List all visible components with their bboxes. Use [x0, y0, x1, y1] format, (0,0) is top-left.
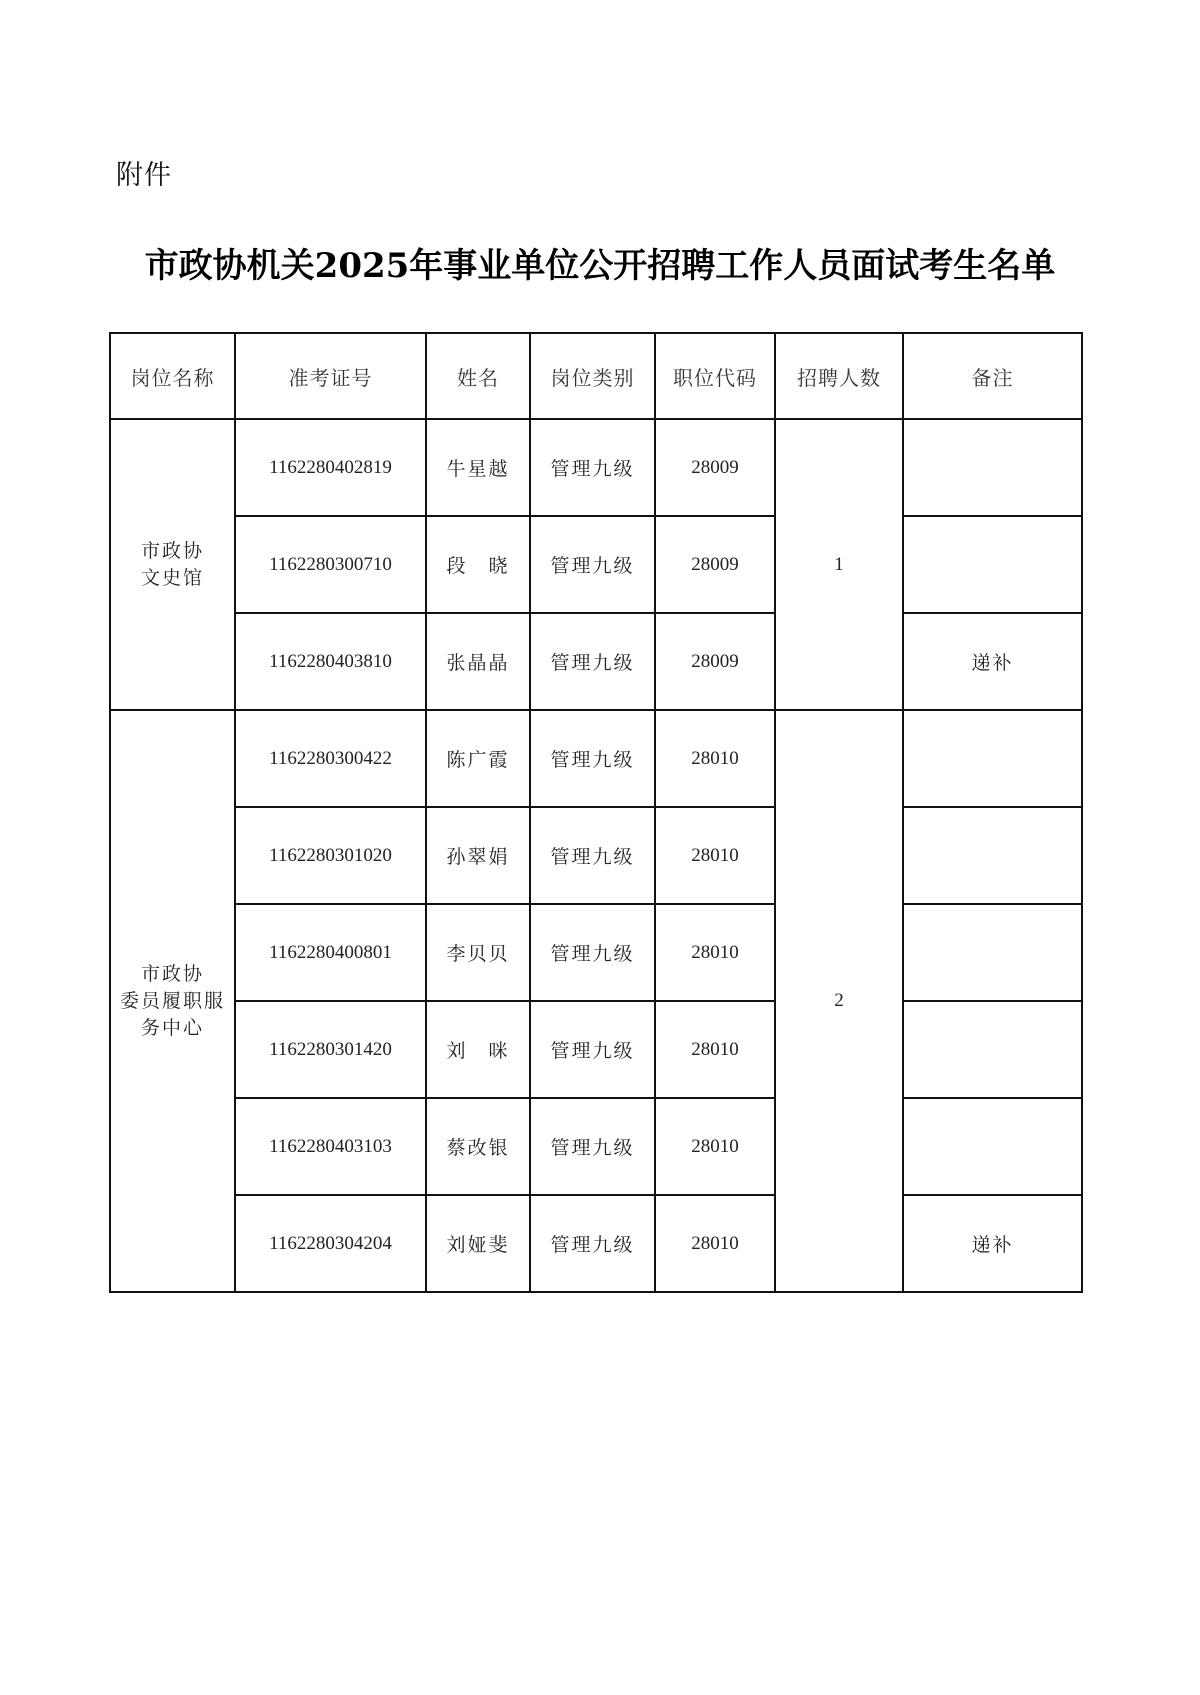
table-row — [110, 1195, 1082, 1292]
name-cell: 蔡改银 — [426, 1098, 530, 1195]
code-cell: 28010 — [655, 1001, 775, 1098]
unit-line: 市政协 — [140, 962, 204, 985]
name-cell: 孙翠娟 — [426, 807, 530, 904]
category-cell: 管理九级 — [530, 1001, 655, 1098]
unit-line: 市政协 — [140, 539, 204, 562]
category-cell: 管理九级 — [530, 807, 655, 904]
name-cell: 段 晓 — [426, 516, 530, 613]
table-header-row — [110, 333, 1082, 419]
table-row — [110, 710, 1082, 807]
name-cell: 刘 咪 — [426, 1001, 530, 1098]
exam-id-cell: 1162280301020 — [235, 807, 426, 904]
table-row — [110, 1001, 1082, 1098]
exam-id-cell: 1162280304204 — [235, 1195, 426, 1292]
category-cell: 管理九级 — [530, 516, 655, 613]
name-cell: 刘娅斐 — [426, 1195, 530, 1292]
code-cell: 28009 — [655, 613, 775, 710]
category-cell: 管理九级 — [530, 1195, 655, 1292]
category-cell: 管理九级 — [530, 904, 655, 1001]
table-row — [110, 516, 1082, 613]
category-cell: 管理九级 — [530, 419, 655, 516]
header-code: 职位代码 — [655, 333, 775, 419]
code-cell: 28009 — [655, 419, 775, 516]
code-cell: 28010 — [655, 904, 775, 1001]
exam-id-cell: 1162280403810 — [235, 613, 426, 710]
unit-cell — [110, 419, 235, 710]
unit-line: 委员履职服 — [119, 989, 225, 1012]
name-cell: 陈广霞 — [426, 710, 530, 807]
table-row — [110, 807, 1082, 904]
candidate-table — [109, 332, 1083, 1293]
remark-cell — [903, 1001, 1082, 1098]
unit-line: 务中心 — [140, 1016, 204, 1039]
remark-cell — [903, 1098, 1082, 1195]
remark-cell — [903, 710, 1082, 807]
name-cell: 张晶晶 — [426, 613, 530, 710]
attachment-label: 附件 — [116, 160, 172, 191]
table-row — [110, 613, 1082, 710]
hire-count-cell: 1 — [775, 419, 903, 710]
category-cell: 管理九级 — [530, 710, 655, 807]
code-cell: 28010 — [655, 1098, 775, 1195]
exam-id-cell: 1162280403103 — [235, 1098, 426, 1195]
exam-id-cell: 1162280300710 — [235, 516, 426, 613]
header-category: 岗位类别 — [530, 333, 655, 419]
remark-cell — [903, 516, 1082, 613]
unit-cell — [110, 710, 235, 1292]
table-row — [110, 904, 1082, 1001]
remark-cell: 递补 — [903, 1195, 1082, 1292]
remark-cell — [903, 419, 1082, 516]
hire-count-cell: 2 — [775, 710, 903, 1292]
code-cell: 28010 — [655, 1195, 775, 1292]
document-title: 市政协机关2025年事业单位公开招聘工作人员面试考生名单 — [144, 246, 1056, 286]
table-row — [110, 419, 1082, 516]
table-row — [110, 1098, 1082, 1195]
exam-id-cell: 1162280300422 — [235, 710, 426, 807]
header-exam-id: 准考证号 — [235, 333, 426, 419]
header-hire-count: 招聘人数 — [775, 333, 903, 419]
name-cell: 李贝贝 — [426, 904, 530, 1001]
exam-id-cell: 1162280402819 — [235, 419, 426, 516]
code-cell: 28010 — [655, 807, 775, 904]
header-position-name: 岗位名称 — [110, 333, 235, 419]
code-cell: 28010 — [655, 710, 775, 807]
unit-line: 文史馆 — [140, 566, 204, 589]
name-cell: 牛星越 — [426, 419, 530, 516]
remark-cell — [903, 807, 1082, 904]
code-cell: 28009 — [655, 516, 775, 613]
header-remark: 备注 — [903, 333, 1082, 419]
exam-id-cell: 1162280400801 — [235, 904, 426, 1001]
exam-id-cell: 1162280301420 — [235, 1001, 426, 1098]
category-cell: 管理九级 — [530, 613, 655, 710]
remark-cell — [903, 904, 1082, 1001]
category-cell: 管理九级 — [530, 1098, 655, 1195]
header-name: 姓名 — [426, 333, 530, 419]
remark-cell: 递补 — [903, 613, 1082, 710]
